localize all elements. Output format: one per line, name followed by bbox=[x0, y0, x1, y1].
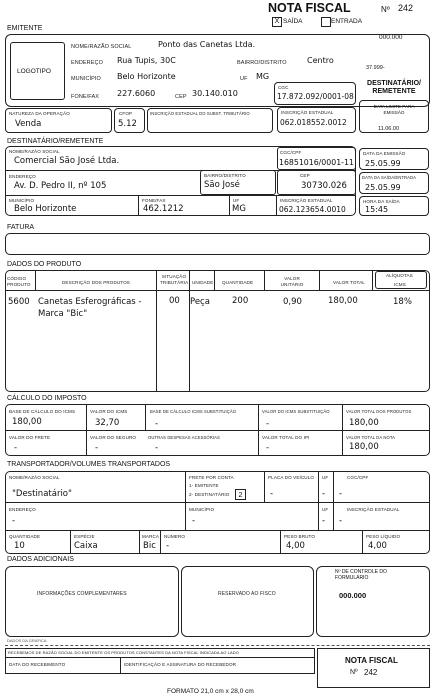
imp-sep-4 bbox=[342, 404, 343, 456]
produtos-section-label: DADOS DO PRODUTO bbox=[7, 261, 82, 268]
emitente-razao: Ponto das Canetas Ltda. bbox=[158, 40, 256, 49]
row-situacao: 00 bbox=[169, 296, 180, 306]
transp-frete-opt2: 2- DESTINATÁRIO bbox=[189, 492, 230, 497]
dest-uf: MG bbox=[232, 204, 246, 214]
emitente-fone: 227.6060 bbox=[117, 89, 156, 98]
imp-sep-3 bbox=[258, 404, 259, 456]
transp-quant: 10 bbox=[14, 541, 25, 551]
dest-municipio-label: MUNICÍPIO bbox=[9, 198, 35, 203]
fisco-box bbox=[181, 566, 314, 637]
uf-label: UF bbox=[240, 76, 248, 82]
adicionais-section-label: DADOS ADICIONAIS bbox=[7, 556, 74, 563]
dest-municipio: Belo Horizonte bbox=[14, 204, 77, 214]
row-descricao: Canetas Esferográficas - bbox=[38, 297, 142, 307]
transp-endereco-label: ENDEREÇO bbox=[9, 507, 36, 512]
dest-sep-2 bbox=[229, 195, 230, 216]
dest-cgc-label: CGC/CPF bbox=[280, 150, 302, 155]
cep-label: CEP bbox=[175, 94, 187, 100]
produtos-header-line bbox=[5, 290, 430, 291]
dest-fone: 462.1212 bbox=[143, 204, 184, 214]
dest-cep-label: CEP bbox=[300, 173, 310, 178]
recebemos-text: RECEBEMOS DE RAZÃO SOCIAL DO EMITENTE OS PRODUTOS CONSTANTES DA NOTA FISCAL INDICADA AO LADO bbox=[8, 650, 239, 655]
transp-endereco: - bbox=[12, 516, 16, 526]
transp-quant-label: QUANTIDADE bbox=[9, 534, 41, 539]
info-label: INFORMAÇÕES COMPLEMENTARES bbox=[37, 591, 127, 597]
produtos-box bbox=[5, 270, 430, 392]
dest-ie: 062.123654.0010 bbox=[279, 205, 346, 214]
frete-value: - bbox=[14, 443, 18, 453]
saida-data-label: DATA DA SAÍDA/ENTRADA bbox=[362, 175, 417, 180]
transp-sep-2 bbox=[264, 471, 265, 502]
col-sep-6 bbox=[319, 270, 320, 290]
controle-label: Nº DE CONTROLE DO FORMULÁRIO bbox=[335, 569, 387, 581]
dest-uf-label: UF bbox=[233, 198, 240, 203]
ipi-label: VALOR TOTAL DO IPI bbox=[262, 435, 310, 440]
ie-top-value: 062.018552.0012 bbox=[280, 118, 347, 127]
emissao-label: DATA DA EMISSÃO bbox=[363, 151, 406, 156]
transp-frete-box[interactable] bbox=[235, 489, 246, 500]
base-subst-value: - bbox=[155, 419, 159, 429]
valor-icms-label: VALOR DO ICMS bbox=[90, 409, 128, 414]
transp-ie: - bbox=[339, 516, 343, 526]
transp-uf2-label: UF bbox=[322, 507, 329, 512]
natureza-value: Venda bbox=[15, 119, 42, 129]
emitente-cep: 30.140.010 bbox=[192, 89, 238, 98]
col-sep-2 bbox=[156, 270, 157, 392]
emitente-endereco: Rua Tupis, 30C bbox=[117, 56, 176, 65]
transp-divider-2 bbox=[5, 530, 430, 531]
transp-divider-1 bbox=[5, 502, 430, 503]
transp-cgc-label: CGC/CPF bbox=[347, 475, 369, 480]
transp-peso-liquido-label: PESO LÍQUIDO bbox=[366, 534, 401, 539]
transp-ie-label: INSCRIÇÃO ESTADUAL bbox=[347, 507, 400, 512]
header-serial: 000.000 bbox=[379, 34, 403, 41]
emitente-uf: MG bbox=[256, 72, 270, 81]
transp-frete-label: FRETE POR CONTA bbox=[189, 475, 234, 480]
transportador-section-label: TRANSPORTADOR/VOLUMES TRANSPORTADOS bbox=[7, 461, 171, 468]
saida-checkbox[interactable] bbox=[272, 17, 282, 27]
transp-sep-6 bbox=[139, 530, 140, 554]
saida-label: SAÍDA bbox=[283, 18, 303, 25]
saida-mark: X bbox=[274, 18, 280, 25]
cut-line bbox=[5, 645, 430, 646]
transp-municipio-label: MUNICÍPIO bbox=[189, 507, 215, 512]
base-label: BASE DE CÁLCULO DO ICMS bbox=[9, 409, 76, 414]
transp-sep-8 bbox=[280, 530, 281, 554]
destinatario-section-label: DESTINATÁRIO/REMETENTE bbox=[7, 138, 104, 145]
row-unitario: 0,90 bbox=[283, 297, 302, 307]
nota-fiscal-title: NOTA FISCAL bbox=[268, 1, 351, 15]
transp-sep-7 bbox=[160, 530, 161, 554]
col-icms: ICMS bbox=[394, 282, 406, 287]
transp-sep-3 bbox=[318, 471, 319, 530]
cgc-top-value: 17.872.092/0001-08 bbox=[277, 92, 354, 101]
hora-value: 15:45 bbox=[365, 205, 389, 214]
dest-nome: Comercial São José Ltda. bbox=[14, 156, 120, 166]
col-situacao: SITUAÇÃO TRIBUTÁRIA bbox=[160, 274, 189, 285]
valor-subst-value: - bbox=[266, 419, 270, 429]
transp-especie: Caixa bbox=[74, 541, 98, 551]
col-sep-7 bbox=[372, 270, 373, 290]
base-value: 180,00 bbox=[12, 417, 42, 427]
emitente-bairro: Centro bbox=[307, 56, 334, 65]
transp-sep-4 bbox=[333, 471, 334, 530]
limite-label: DATA LIMITE PARA EMISSÃO bbox=[373, 104, 415, 115]
transp-marca: Bic bbox=[143, 541, 156, 551]
dest-nome-label: NOME/RAZÃO SOCIAL bbox=[9, 149, 60, 154]
transp-placa: - bbox=[270, 489, 274, 499]
limite-value: 11.06.00 bbox=[378, 126, 400, 132]
outras-label: OUTRAS DESPESAS ACESSÓRIAS bbox=[148, 435, 220, 440]
valor-icms-value: 32,70 bbox=[95, 418, 120, 428]
dest-cgc: 16851016/0001-11 bbox=[279, 158, 354, 167]
ie-subst-label: INSCRIÇÃO ESTADUAL DO SUBST. TRIBUTÁRIO bbox=[150, 111, 250, 116]
emitente-section-label: EMITENTE bbox=[7, 25, 43, 32]
entrada-checkbox[interactable] bbox=[321, 17, 331, 27]
seguro-value: - bbox=[95, 443, 99, 453]
grafica-small-print: DADOS DA GRÁFICA bbox=[7, 638, 47, 643]
dest-remet-title: DESTINATÁRIO/ REMETENTE bbox=[367, 80, 421, 95]
dest-sep-1 bbox=[138, 195, 139, 216]
fatura-box bbox=[5, 233, 430, 255]
transp-numero: - bbox=[166, 541, 170, 551]
transp-especie-label: ESPÉCIE bbox=[74, 534, 95, 539]
col-sep-4 bbox=[214, 270, 215, 290]
ipi-value: - bbox=[266, 443, 270, 453]
seguro-label: VALOR DO SEGURO bbox=[90, 435, 137, 440]
col-total: VALOR TOTAL bbox=[333, 280, 365, 285]
endereco-label: ENDEREÇO bbox=[71, 60, 103, 66]
row-total: 180,00 bbox=[328, 296, 358, 306]
transp-uf2: - bbox=[322, 516, 326, 526]
total-produtos-label: VALOR TOTAL DOS PRODUTOS bbox=[346, 409, 412, 414]
transp-uf-label: UF bbox=[322, 475, 329, 480]
transp-sep-5 bbox=[70, 530, 71, 554]
fone-label: FONE/FAX bbox=[71, 94, 99, 100]
logo-text: LOGOTIPO bbox=[17, 68, 51, 75]
total-produtos-value: 180,00 bbox=[349, 418, 379, 428]
total-nota-label: VALOR TOTAL DA NOTA bbox=[346, 435, 396, 440]
imposto-section-label: CÁLCULO DO IMPOSTO bbox=[7, 395, 87, 402]
controle-value: 000.000 bbox=[339, 591, 367, 600]
transp-peso-bruto: 4,00 bbox=[286, 541, 305, 551]
fisco-label: RESERVADO AO FISCO bbox=[218, 591, 276, 597]
dest-endereco-label: ENDEREÇO bbox=[9, 174, 36, 179]
bairro-label: BAIRRO/DISTRITO bbox=[237, 60, 287, 66]
transp-numero-label: NÚMERO bbox=[164, 534, 186, 539]
col-codigo: CÓDIGO PRODUTO bbox=[7, 276, 31, 287]
col-sep-5 bbox=[264, 270, 265, 290]
emitente-municipio: Belo Horizonte bbox=[117, 72, 176, 81]
formato-text: FORMATO 21,0 cm x 28,0 cm bbox=[167, 688, 254, 695]
emitente-cep-small: 37.999- bbox=[366, 65, 385, 71]
col-sep-3 bbox=[189, 270, 190, 392]
dest-ie-label: INSCRIÇÃO ESTADUAL bbox=[280, 198, 333, 203]
razao-label: NOME/RAZÃO SOCIAL bbox=[71, 44, 132, 50]
recebimento-divider bbox=[5, 657, 315, 658]
cgc-top-label: CGC bbox=[278, 85, 289, 90]
fatura-label: FATURA bbox=[7, 224, 35, 231]
entrada-label: ENTRADA bbox=[331, 18, 363, 25]
outras-value: - bbox=[155, 443, 159, 453]
imposto-divider bbox=[5, 430, 430, 431]
transp-frete-opt1: 1- EMITENTE bbox=[189, 483, 219, 488]
transp-sep-1 bbox=[185, 471, 186, 530]
row-icms: 18% bbox=[393, 297, 412, 307]
transp-placa-label: PLACA DO VEÍCULO bbox=[268, 475, 315, 480]
municipio-label: MUNICÍPIO bbox=[71, 76, 101, 82]
nf-stub-number-label: Nº bbox=[350, 669, 358, 676]
frete-label: VALOR DO FRETE bbox=[9, 435, 51, 440]
ident-recebedor-label: IDENTIFICAÇÃO E ASSINATURA DO RECEBEDOR bbox=[124, 662, 237, 667]
nf-stub-title: NOTA FISCAL bbox=[345, 656, 398, 665]
transp-nome-label: NOME/RAZÃO SOCIAL bbox=[9, 475, 60, 480]
natureza-label: NATUREZA DA OPERAÇÃO bbox=[9, 111, 70, 116]
col-sep-1 bbox=[35, 270, 36, 290]
dest-cep: 30730.026 bbox=[301, 181, 347, 191]
total-nota-value: 180,00 bbox=[349, 442, 379, 452]
transp-uf: - bbox=[322, 489, 326, 499]
transp-sep-9 bbox=[362, 530, 363, 554]
imp-sep-2 bbox=[145, 404, 146, 430]
cfop-label: CFOP bbox=[119, 111, 133, 116]
header-number: 242 bbox=[398, 3, 414, 13]
emissao-value: 25.05.99 bbox=[365, 159, 401, 168]
header-number-label: Nº bbox=[381, 5, 390, 14]
transp-municipio: - bbox=[192, 516, 196, 526]
data-recebimento-label: DATA DO RECEBIMENTO bbox=[9, 662, 66, 667]
recebimento-sep bbox=[120, 657, 121, 674]
dest-endereco: Av. D. Pedro II, nº 105 bbox=[14, 181, 107, 191]
row-unidade: Peça bbox=[190, 297, 210, 307]
transp-nome: "Destinatário" bbox=[12, 489, 72, 499]
cfop-value: 5.12 bbox=[118, 119, 137, 129]
imp-sep-1 bbox=[86, 404, 87, 456]
dest-sep-3 bbox=[276, 195, 277, 216]
col-quantidade: QUANTIDADE bbox=[222, 280, 254, 285]
saida-data-value: 25.05.99 bbox=[365, 183, 401, 192]
col-unidade: UNIDADE bbox=[192, 280, 214, 285]
dest-fone-label: FONE/FAX bbox=[142, 198, 166, 203]
row-descricao-2: Marca "Bic" bbox=[38, 309, 88, 319]
col-aliquotas: ALÍQUOTAS bbox=[386, 273, 413, 278]
dest-bairro-label: BAIRRO/DISTRITO bbox=[204, 173, 246, 178]
row-codigo: 5600 bbox=[8, 297, 30, 307]
row-quantidade: 200 bbox=[232, 296, 249, 306]
transp-peso-bruto-label: PESO BRUTO bbox=[284, 534, 316, 539]
ie-top-label: INSCRIÇÃO ESTADUAL bbox=[281, 110, 334, 115]
hora-label: HORA DA SAÍDA bbox=[363, 199, 400, 204]
transp-peso-liquido: 4,00 bbox=[368, 541, 387, 551]
nf-stub-number: 242 bbox=[364, 668, 378, 677]
dest-bairro: São José bbox=[204, 180, 240, 190]
valor-subst-label: VALOR DO ICMS SUBSTITUIÇÃO bbox=[262, 409, 330, 414]
transp-marca-label: MARCA bbox=[142, 534, 160, 539]
col-unitario: VALOR UNITÁRIO bbox=[280, 276, 304, 287]
transp-frete-value: 2 bbox=[238, 490, 243, 499]
transp-cgc: - bbox=[339, 489, 343, 499]
col-descricao: DESCRIÇÃO DOS PRODUTOS bbox=[62, 280, 130, 285]
dest-divider-2 bbox=[5, 195, 356, 196]
base-subst-label: BASE DE CÁLCULO ICMS SUBSTITUIÇÃO bbox=[150, 409, 237, 414]
info-box bbox=[5, 566, 179, 637]
